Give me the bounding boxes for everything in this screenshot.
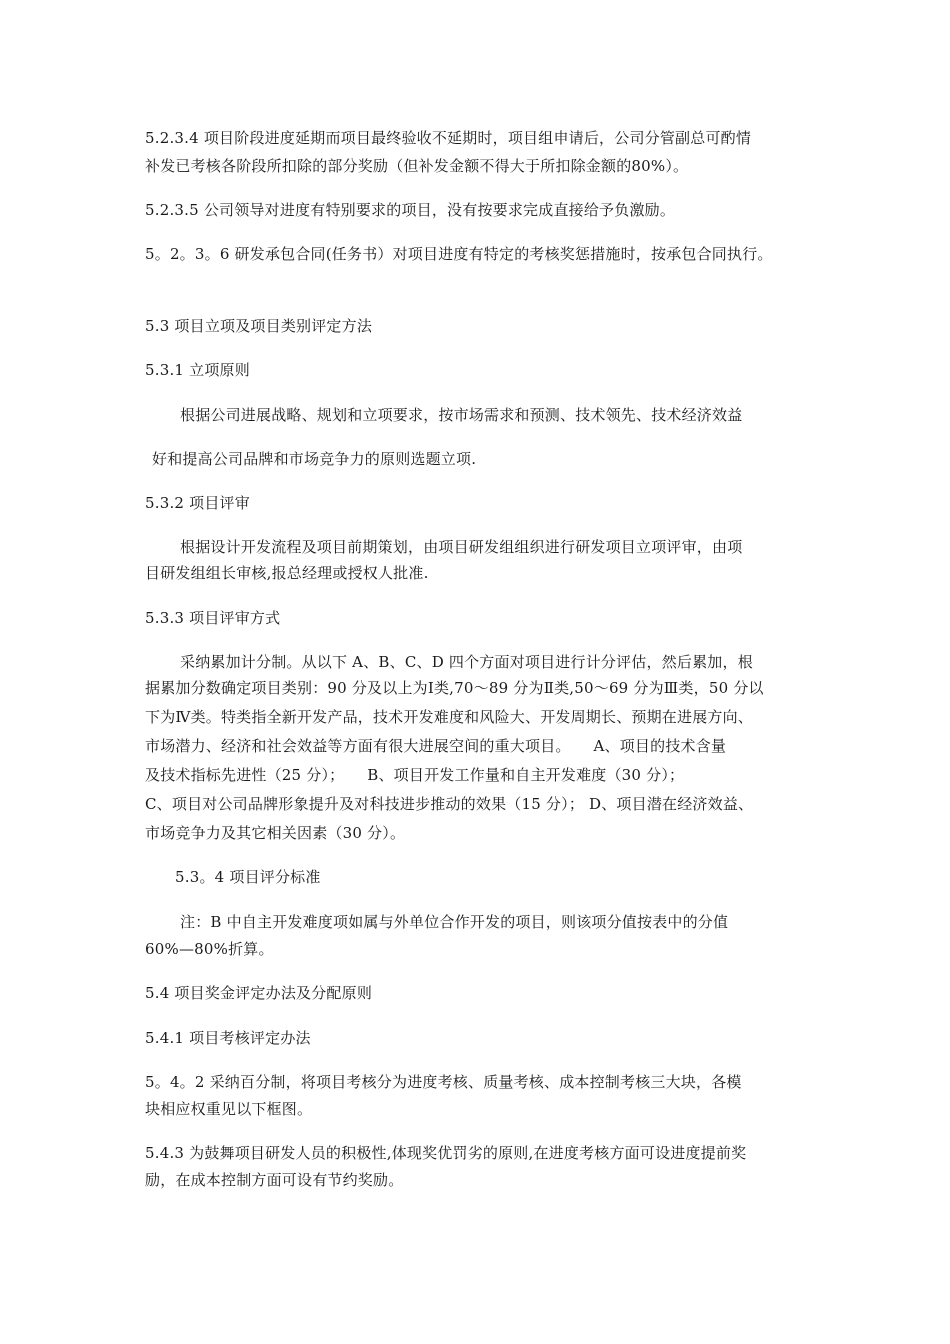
paragraph-5-2-3-4-line-1: 5.2.3.4 项目阶段进度延期而项目最终验收不延期时，项目组申请后，公司分管副总可酌情 <box>145 129 752 147</box>
paragraph-5-2-3-5: 5.2.3.5 公司领导对进度有特别要求的项目，没有按要求完成直接给予负激励。 <box>145 201 676 219</box>
paragraph-5-3-1-line-1: 根据公司进展战略、规划和立项要求，按市场需求和预测、技术领先、技术经济效益 <box>180 406 743 424</box>
note-line-2: 60%—80%折算。 <box>145 940 274 958</box>
paragraph-5-3-3-line-4: 市场潜力、经济和社会效益等方面有很大进展空间的重大项目。 A、项目的技术含量 <box>145 737 727 755</box>
heading-5-4: 5.4 项目奖金评定办法及分配原则 <box>145 984 373 1002</box>
heading-5-3-2: 5.3.2 项目评审 <box>145 494 250 512</box>
paragraph-5-3-3-line-3: 下为Ⅳ类。特类指全新开发产品，技术开发难度和风险大、开发周期长、预期在进展方向、 <box>145 708 753 726</box>
paragraph-5-3-3-line-7: 市场竞争力及其它相关因素（30 分）。 <box>145 824 406 842</box>
paragraph-5-4-2-line-1: 5。4。2 采纳百分制，将项目考核分为进度考核、质量考核、成本控制考核三大块，各模 <box>145 1073 742 1091</box>
paragraph-5-3-2-line-2: 目研发组组长审核,报总经理或授权人批准. <box>145 564 429 582</box>
paragraph-5-4-3-line-1: 5.4.3 为鼓舞项目研发人员的积极性,体现奖优罚劣的原则,在进度考核方面可设进度提前奖 <box>145 1144 747 1162</box>
paragraph-5-2-3-4-line-2: 补发已考核各阶段所扣除的部分奖励（但补发金额不得大于所扣除金额的80%）。 <box>145 157 689 175</box>
heading-5-3: 5.3 项目立项及项目类别评定方法 <box>145 317 373 335</box>
paragraph-5-4-2-line-2: 块相应权重见以下框图。 <box>145 1100 313 1118</box>
note-line-1: 注：B 中自主开发难度项如属与外单位合作开发的项目，则该项分值按表中的分值 <box>180 913 729 931</box>
paragraph-5-3-3-line-1: 采纳累加计分制。从以下 A、B、C、D 四个方面对项目进行计分评估，然后累加，根 <box>180 653 753 671</box>
paragraph-5-3-3-line-5: 及技术指标先进性（25 分）； B、项目开发工作量和自主开发难度（30 分）； <box>145 766 685 784</box>
heading-5-3-1: 5.3.1 立项原则 <box>145 361 250 379</box>
paragraph-5-3-3-line-2: 据累加分数确定项目类别：90 分及以上为Ⅰ类,70～89 分为Ⅱ类,50～69 分为Ⅲ类，50 分以 <box>145 679 764 697</box>
paragraph-5-4-3-line-2: 励，在成本控制方面可设有节约奖励。 <box>145 1171 404 1189</box>
paragraph-5-3-1-line-2: 好和提高公司品牌和市场竞争力的原则选题立项. <box>152 450 477 468</box>
paragraph-5-3-2-line-1: 根据设计开发流程及项目前期策划，由项目研发组组织进行研发项目立项评审，由项 <box>180 538 743 556</box>
paragraph-5-2-3-6: 5。2。3。6 研发承包合同(任务书）对项目进度有特定的考核奖惩措施时，按承包合同执行。 <box>145 245 773 263</box>
paragraph-5-3-3-line-6: C、项目对公司品牌形象提升及对科技进步推动的效果（15 分）； D、项目潜在经济效益、 <box>145 795 754 813</box>
heading-5-3-3: 5.3.3 项目评审方式 <box>145 609 281 627</box>
heading-5-4-1: 5.4.1 项目考核评定办法 <box>145 1029 311 1047</box>
heading-5-3-4: 5.3。4 项目评分标准 <box>175 868 321 886</box>
